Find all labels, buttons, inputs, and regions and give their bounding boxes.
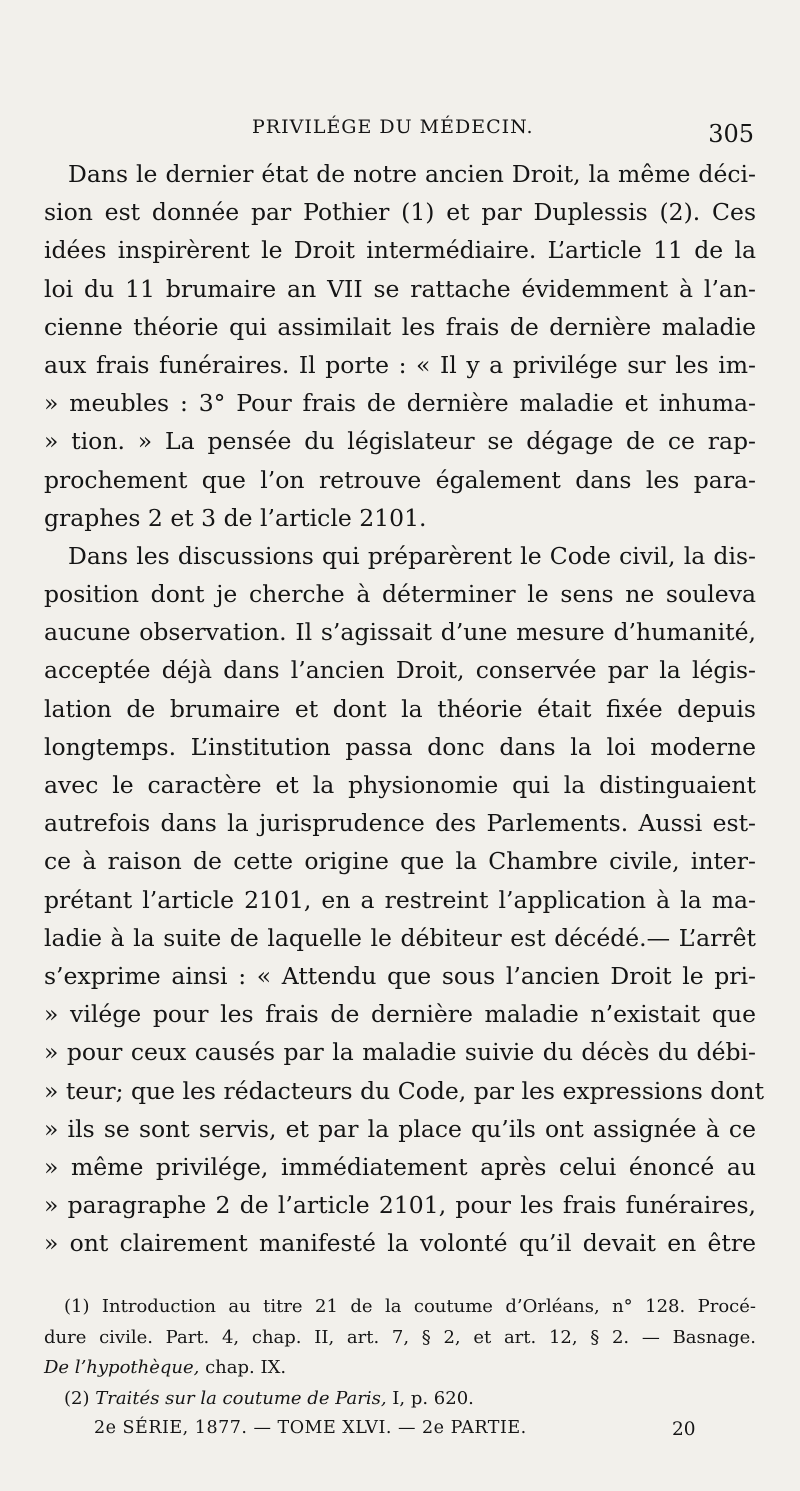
body-line: Dans le dernier état de notre ancien Droit, la même déci-	[68, 160, 756, 188]
body-line: » vilége pour les frais de dernière maladie n’existait que	[44, 1000, 756, 1029]
body-line: » pour ceux causés par la maladie suivie du décès du débi-	[44, 1038, 756, 1067]
body-line: » teur; que les rédacteurs du Code, par les expressions dont	[44, 1076, 765, 1105]
body-line: » ils se sont servis, et par la place qu’ils ont assignée à ce	[44, 1114, 756, 1143]
body-line: prétant l’article 2101, en a restreint l’application à la ma-	[44, 885, 756, 914]
body-line: » meubles : 3° Pour frais de dernière maladie et inhuma-	[44, 389, 756, 418]
body-line: loi du 11 brumaire an VII se rattache évidemment à l’an-	[44, 274, 756, 303]
body-line: Dans les discussions qui préparèrent le Code civil, la dis-	[68, 541, 756, 570]
page-header	[40, 116, 762, 152]
footnote-line	[44, 1384, 756, 1415]
body-line: » ont clairement manifesté la volonté qu’il devait en être	[44, 1229, 756, 1258]
body-line: idées inspirèrent le Droit intermédiaire. L’article 11 de la	[44, 236, 756, 265]
body-line: avec le caractère et la physionomie qui la distinguaient	[44, 771, 756, 799]
footnote-italic-title: Traités sur la coutume de Paris,	[95, 1387, 387, 1409]
body-line: cienne théorie qui assimilait les frais de dernière maladie	[44, 312, 756, 341]
body-line: ladie à la suite de laquelle le débiteur est décédé.— L’arrêt	[44, 923, 756, 952]
body-line: position dont je cherche à déterminer le sens ne souleva	[44, 580, 756, 609]
running-title: PRIVILÉGE DU MÉDECIN.	[252, 116, 534, 138]
footnote-line: (1) Introduction au titre 21 de la coutume d’Orléans, n° 128. Procé-	[64, 1296, 756, 1317]
body-line: ce à raison de cette origine que la Chambre civile, inter-	[44, 847, 756, 876]
footnote-text: I, p. 620.	[386, 1387, 474, 1409]
footnote-line	[44, 1353, 756, 1384]
signature-number: 20	[672, 1419, 696, 1440]
page-number: 305	[708, 120, 754, 148]
printer-signature: 2e SÉRIE, 1877. — TOME XLVI. — 2e PARTIE.	[94, 1418, 527, 1438]
body-line: lation de brumaire et dont la théorie était fixée depuis	[44, 694, 756, 723]
body-line: » paragraphe 2 de l’article 2101, pour les frais funéraires,	[44, 1191, 756, 1220]
body-line: acceptée déjà dans l’ancien Droit, conservée par la légis-	[44, 656, 756, 685]
body-text	[44, 155, 765, 1262]
body-line: autrefois dans la jurisprudence des Parlements. Aussi est-	[44, 809, 756, 838]
body-line: » tion. » La pensée du législateur se dégage de ce rap-	[44, 427, 756, 456]
footnote-line: dure civile. Part. 4, chap. II, art. 7, § 2, et art. 12, § 2. — Basnage.	[44, 1326, 756, 1348]
body-line: longtemps. L’institution passa donc dans la loi moderne	[44, 732, 756, 761]
body-line: graphes 2 et 3 de l’article 2101.	[44, 503, 427, 532]
body-line: aux frais funéraires. Il porte : « Il y a privilége sur les im-	[44, 350, 756, 379]
body-line: prochement que l’on retrouve également dans les para-	[44, 465, 756, 494]
footnote-marker: (2)	[64, 1387, 96, 1409]
body-line: s’exprime ainsi : « Attendu que sous l’ancien Droit le pri-	[44, 961, 756, 990]
footnote-text: chap. IX.	[199, 1357, 287, 1378]
body-line: aucune observation. Il s’agissait d’une mesure d’humanité,	[44, 618, 756, 647]
body-line: sion est donnée par Pothier (1) et par Duplessis (2). Ces	[44, 198, 756, 227]
footnotes	[44, 1292, 756, 1414]
footnote-italic-title: De l’hypothèque,	[44, 1357, 200, 1378]
body-line: » même privilége, immédiatement après celui énoncé au	[44, 1152, 756, 1181]
